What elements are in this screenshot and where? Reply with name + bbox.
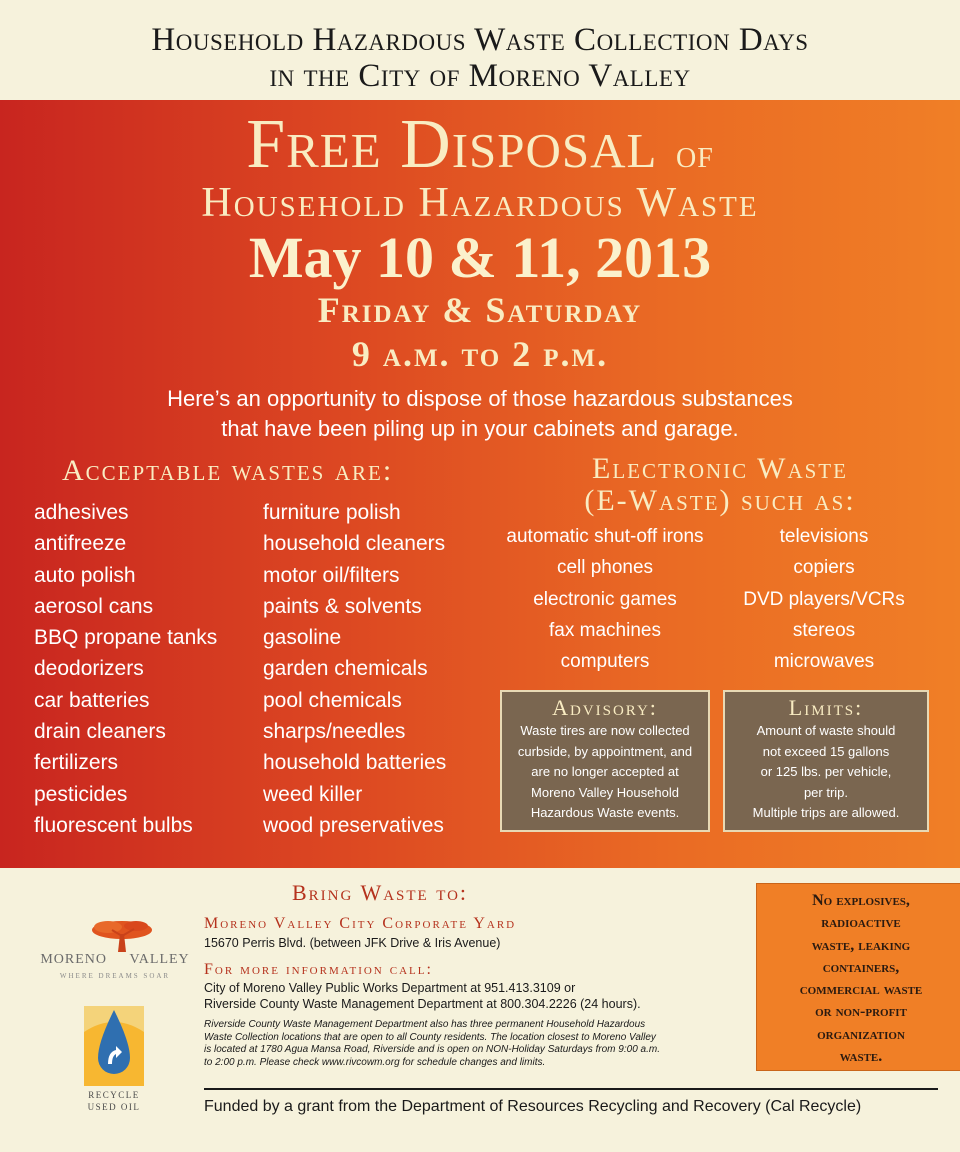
yard-address: 15670 Perris Blvd. (between JFK Drive & Iris Avenue) [204, 936, 501, 950]
advisory-box [500, 690, 710, 832]
advisory-line: are no longer accepted at [531, 764, 679, 779]
list-item: adhesives [34, 501, 129, 524]
list-item: auto polish [34, 563, 136, 587]
ro-logo-line-2: USED OIL [87, 1102, 141, 1112]
list-item: DVD players/VCRs [743, 588, 905, 610]
prohibited-line: organization [817, 1025, 905, 1043]
intro-line-1: Here’s an opportunity to dispose of those hazardous substances [167, 386, 793, 411]
list-item: televisions [779, 526, 869, 547]
list-item: motor oil/filters [263, 563, 400, 587]
prohibited-box [756, 883, 960, 1071]
limits-line: not exceed 15 gallons [762, 743, 890, 759]
county-note [204, 1019, 744, 1069]
list-item: antifreeze [34, 532, 127, 556]
list-item: drain cleaners [34, 720, 166, 744]
acceptable-list-col2 [263, 497, 493, 841]
hero-subtitle: Household Hazardous Waste [201, 180, 759, 226]
mv-logo-name-left: MORENO [40, 952, 107, 967]
list-item: aerosol cans [34, 594, 154, 618]
list-item: fax machines [549, 619, 661, 641]
advisory-line: Hazardous Waste events. [530, 805, 680, 820]
hero-title [0, 106, 960, 189]
list-item: BBQ propane tanks [34, 626, 218, 650]
bring-waste-title: Bring Waste to: [292, 880, 469, 905]
acceptable-heading: Acceptable wastes are: [62, 454, 394, 487]
ewaste-list-col2 [728, 521, 920, 677]
prohibited-line: or non-profit [815, 1003, 907, 1021]
note-line: to 2:00 p.m. Please check www.rivcowm.org for schedule changes and limits. [204, 1056, 546, 1068]
limits-box [723, 690, 929, 832]
prohibited-line: waste, leaking [811, 936, 911, 954]
hero-title-main: Free Disposal [246, 106, 658, 183]
list-item: deodorizers [34, 657, 144, 681]
info-line-1: City of Moreno Valley Public Works Department at 951.413.3109 or [204, 981, 576, 995]
list-item: pesticides [34, 782, 128, 806]
funded-by-text: Funded by a grant from the Department of Resources Recycling and Recovery (Cal Recycle) [204, 1098, 862, 1115]
prohibited-line: containers, [822, 958, 900, 976]
advisory-line: Moreno Valley Household [531, 784, 679, 800]
ewaste-heading [490, 453, 950, 517]
mv-logo-name-right: VALLEY [129, 952, 190, 967]
advisory-text [502, 721, 708, 824]
prohibited-line: waste. [839, 1048, 883, 1066]
limits-line: Amount of waste should [756, 723, 896, 738]
hero-date: May 10 & 11, 2013 [248, 225, 712, 290]
yard-title: Moreno Valley City Corporate Yard [204, 915, 517, 932]
list-item: fertilizers [34, 751, 119, 775]
hero-time: 9 a.m. to 2 p.m. [351, 334, 609, 374]
hero-days: Friday & Saturday [317, 290, 643, 330]
prohibited-line: No explosives, [812, 892, 910, 909]
list-item: furniture polish [263, 501, 401, 524]
advisory-title: Advisory: [552, 695, 658, 720]
limits-line: Multiple trips are allowed. [752, 805, 900, 820]
note-line: Riverside County Waste Management Department also has three permanent Household Hazardous [204, 1019, 646, 1030]
list-item: gasoline [263, 626, 342, 650]
list-item: household batteries [263, 751, 447, 775]
list-item: wood preservatives [263, 813, 444, 837]
tree-icon [40, 918, 190, 954]
limits-line: per trip. [803, 784, 849, 800]
note-line: Waste Collection locations that are open to all County residents. The location closest to Moreno Valley [204, 1031, 656, 1043]
list-item: garden chemicals [263, 657, 428, 681]
list-item: sharps/needles [263, 720, 406, 744]
list-item: stereos [792, 619, 856, 641]
list-item: car batteries [34, 688, 150, 712]
list-item: weed killer [263, 782, 363, 806]
info-title: For more information call: [204, 961, 433, 978]
mv-logo-tagline: WHERE DREAMS SOAR [59, 972, 171, 980]
list-item: automatic shut-off irons [506, 526, 704, 547]
advisory-line: curbside, by appointment, and [517, 743, 693, 759]
hero-title-of: of [676, 131, 714, 176]
ro-logo-line-1: RECYCLE [88, 1090, 140, 1100]
list-item: electronic games [533, 588, 677, 610]
footer-divider [204, 1088, 938, 1090]
moreno-valley-logo [40, 918, 190, 998]
header-line-2: in the City of Moreno Valley [269, 58, 691, 94]
limits-text [725, 721, 927, 824]
list-item: computers [560, 651, 650, 673]
note-line: is located at 1780 Agua Mansa Road, Riverside and is open on NON-Holiday Saturdays from 9:00 a.m. [204, 1044, 660, 1055]
ewaste-heading-line-2: (E-Waste) such as: [584, 484, 856, 517]
ewaste-heading-line-1: Electronic Waste [592, 452, 848, 485]
list-item: fluorescent bulbs [34, 813, 193, 837]
ewaste-list-col1 [494, 521, 716, 677]
info-line-2: Riverside County Waste Management Department at 800.304.2226 (24 hours). [204, 997, 641, 1011]
limits-line: or 125 lbs. per vehicle, [760, 764, 892, 779]
list-item: copiers [793, 557, 855, 579]
list-item: household cleaners [263, 532, 446, 556]
acceptable-list-col1 [34, 497, 254, 841]
oil-drop-icon [80, 1002, 148, 1088]
intro-text [60, 384, 900, 444]
prohibited-line: commercial waste [799, 981, 923, 999]
advisory-line: Waste tires are now collected [520, 723, 690, 738]
recycle-used-oil-logo [80, 1002, 148, 1116]
limits-title: Limits: [788, 695, 864, 720]
list-item: pool chemicals [263, 688, 402, 712]
prohibited-line: radioactive [821, 914, 901, 932]
intro-line-2: that have been piling up in your cabinets and garage. [221, 416, 739, 441]
mv-logo-name [40, 952, 190, 968]
list-item: paints & solvents [263, 594, 422, 618]
list-item: microwaves [773, 651, 875, 673]
list-item: cell phones [556, 557, 654, 579]
page-header [0, 0, 960, 100]
header-line-1: Household Hazardous Waste Collection Days [151, 22, 809, 58]
